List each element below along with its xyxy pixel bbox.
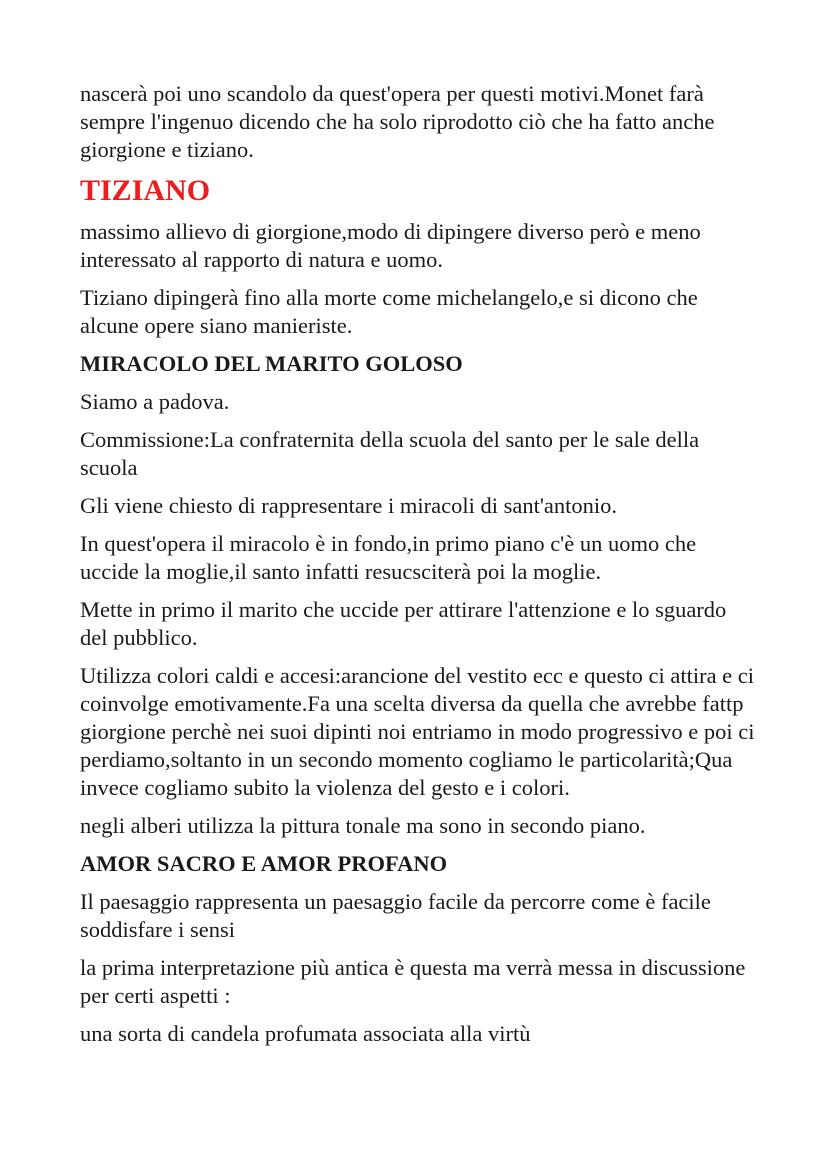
miracolo-paragraph-6: Utilizza colori caldi e accesi:arancione del vestito ecc e questo ci attira e ci coinvolge emotivamente.Fa una scelta diversa da quella che avrebbe fattp giorgione perchè nei suoi dipinti noi entriamo in modo progressivo e poi ci perdiamo,soltanto in un secondo momento cogliamo le particolarità;Qua invece cogliamo subito la violenza del gesto e i colori. bbox=[80, 663, 755, 800]
miracolo-paragraph-2: Commissione:La confraternita della scuola del santo per le sale della scuola bbox=[80, 427, 700, 480]
amor-paragraph-1: Il paesaggio rappresenta un paesaggio facile da percorre come è facile soddisfare i sensi bbox=[80, 889, 711, 942]
intro-paragraph: nascerà poi uno scandolo da quest'opera per questi motivi.Monet farà sempre l'ingenuo dicendo che ha solo riprodotto ciò che ha fatto anche giorgione e tiziano. bbox=[80, 81, 715, 162]
amor-paragraph-2: la prima interpretazione più antica è questa ma verrà messa in discussione per certi aspetti : bbox=[80, 955, 746, 1008]
miracolo-paragraph-4: In quest'opera il miracolo è in fondo,in primo piano c'è un uomo che uccide la moglie,il santo infatti resucsciterà poi la moglie. bbox=[80, 531, 697, 584]
miracolo-paragraph-7: negli alberi utilizza la pittura tonale ma sono in secondo piano. bbox=[80, 813, 646, 838]
amor-paragraph-3: una sorta di candela profumata associata alla virtù bbox=[80, 1021, 531, 1046]
tiziano-paragraph-2: Tiziano dipingerà fino alla morte come michelangelo,e si dicono che alcune opere siano manieriste. bbox=[80, 285, 698, 338]
miracolo-paragraph-5: Mette in primo il marito che uccide per attirare l'attenzione e lo sguardo del pubblico. bbox=[80, 597, 727, 650]
heading-amor: AMOR SACRO E AMOR PROFANO bbox=[80, 851, 448, 876]
heading-tiziano: TIZIANO bbox=[80, 174, 211, 207]
miracolo-paragraph-1: Siamo a padova. bbox=[80, 389, 230, 414]
heading-miracolo: MIRACOLO DEL MARITO GOLOSO bbox=[80, 351, 463, 376]
tiziano-paragraph-1: massimo allievo di giorgione,modo di dipingere diverso però e meno interessato al rapporto di natura e uomo. bbox=[80, 219, 701, 272]
miracolo-paragraph-3: Gli viene chiesto di rappresentare i miracoli di sant'antonio. bbox=[80, 493, 618, 518]
